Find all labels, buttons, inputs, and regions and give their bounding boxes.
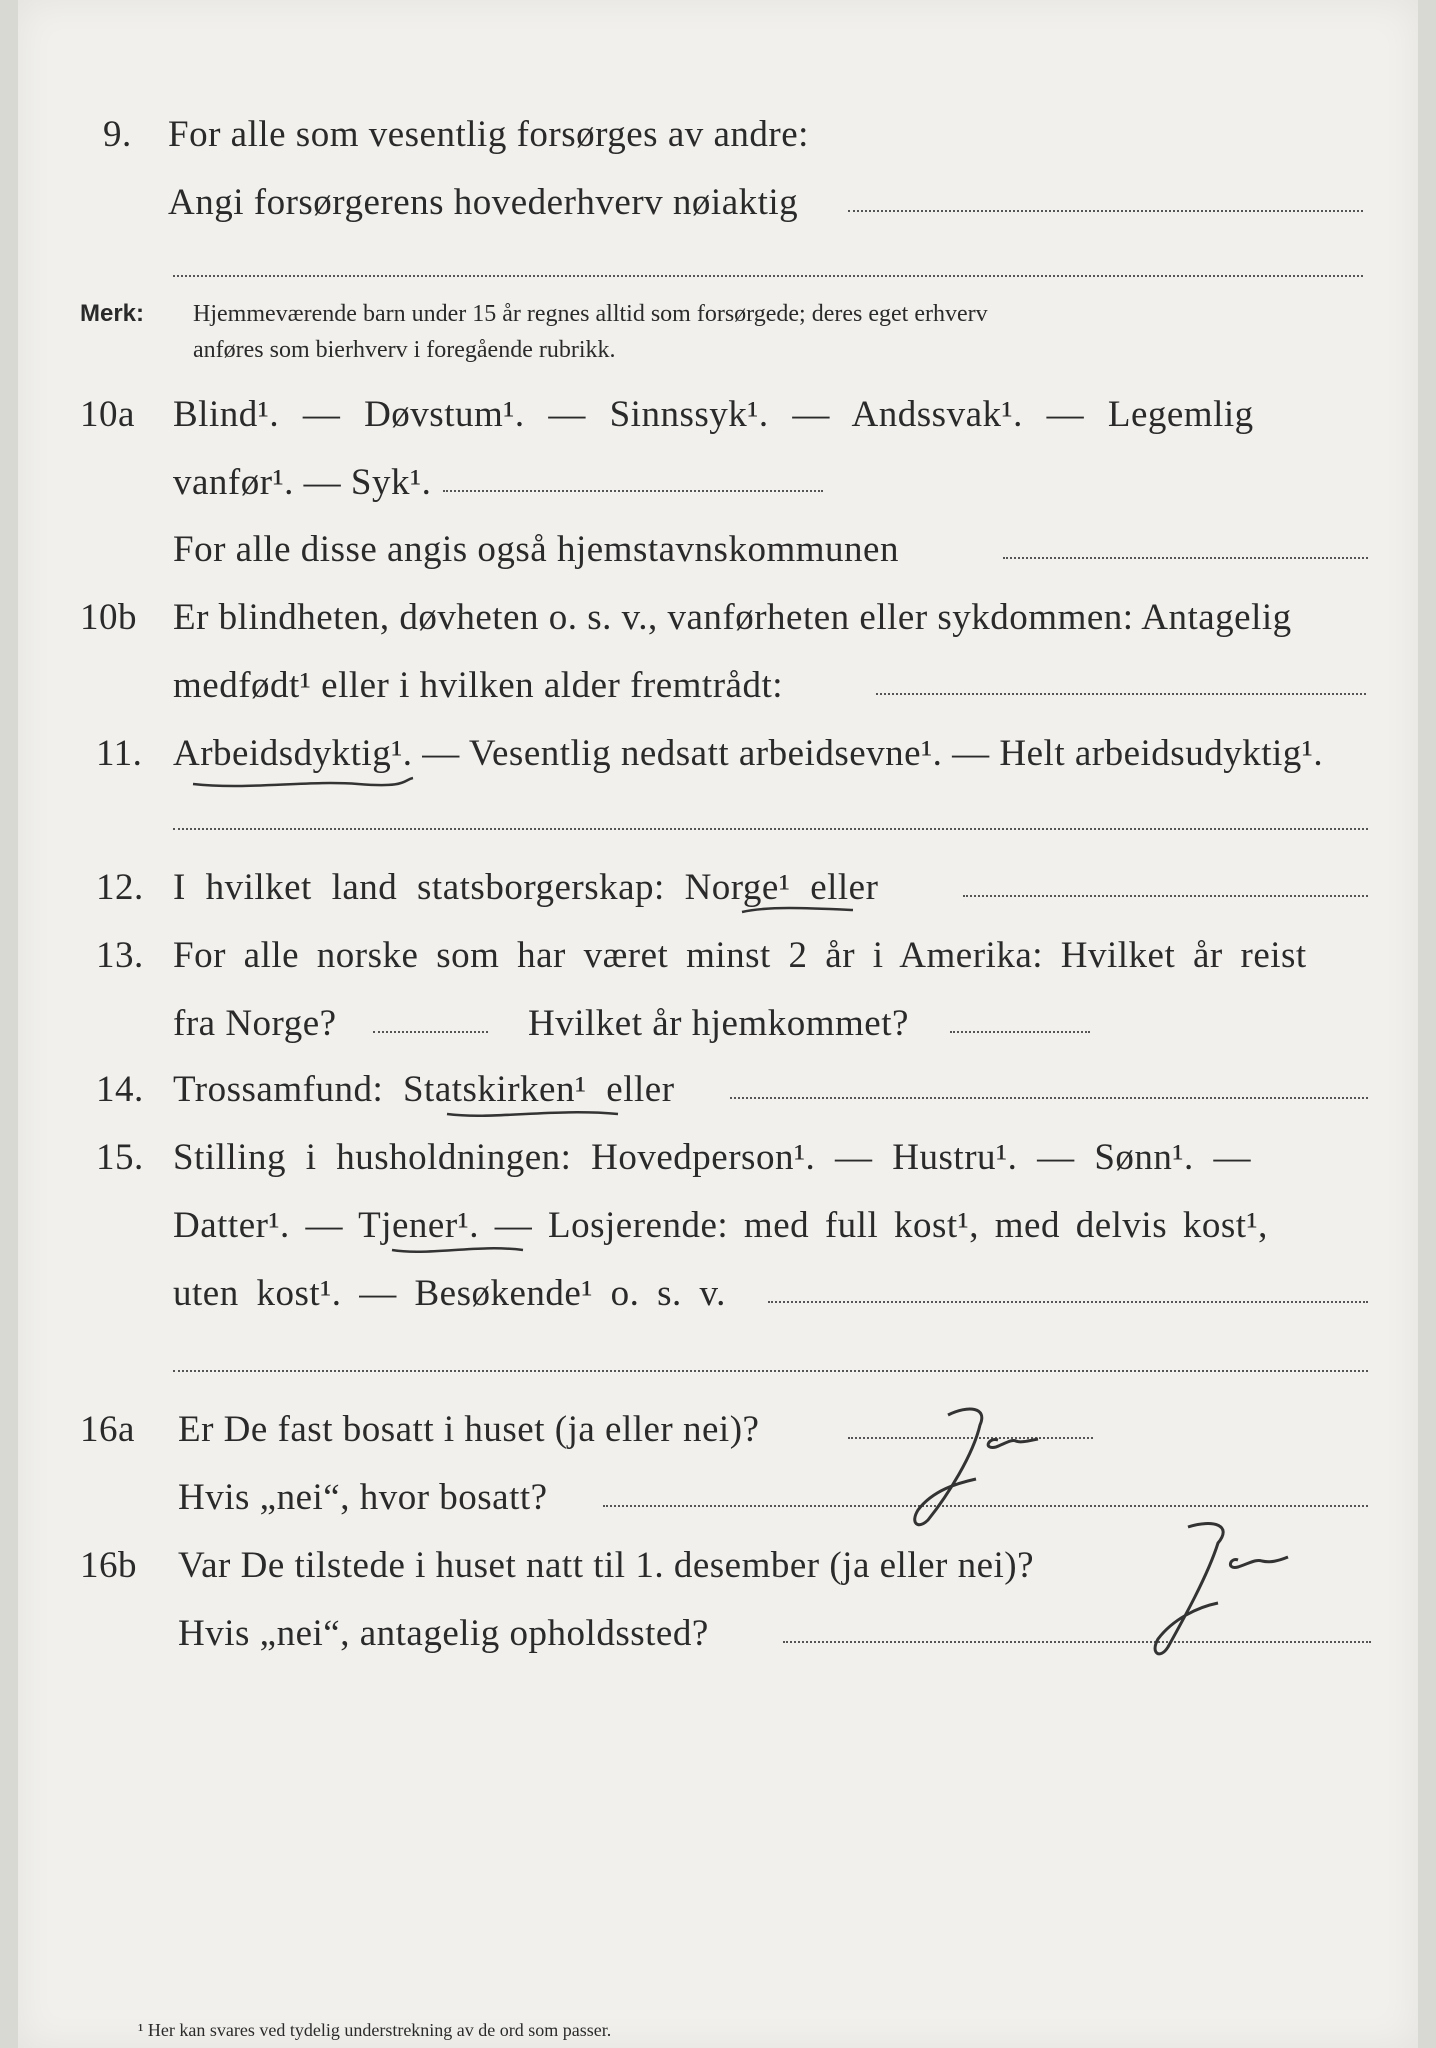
q11-handwritten-underline	[188, 770, 418, 800]
q14-number: 14.	[96, 1069, 144, 1110]
q10a-kommune-line[interactable]	[1003, 557, 1368, 559]
q15-line3: uten kost¹. — Besøkende¹ o. s. v.	[173, 1273, 726, 1314]
q9-line1: For alle som vesentlig forsørges av andre:	[168, 114, 809, 155]
q9-line2: Angi forsørgerens hovederhverv nøiaktig	[168, 182, 799, 223]
q10a-number: 10a	[80, 394, 135, 435]
q9-number: 9.	[103, 114, 132, 155]
q13-number: 13.	[96, 935, 144, 976]
merk-line2: anføres som bierhverv i foregående rubrikk.	[193, 337, 616, 363]
q13-hjemkommet-line[interactable]	[950, 1031, 1090, 1033]
q16a-line1: Er De fast bosatt i huset (ja eller nei)?	[178, 1409, 760, 1450]
q16b-line1: Var De tilstede i huset natt til 1. desember (ja eller nei)?	[178, 1545, 1035, 1586]
q16b-handwritten-answer	[1138, 1515, 1328, 1665]
q11-extra-line[interactable]	[173, 828, 1368, 830]
q15-line1: Stilling i husholdningen: Hovedperson¹. — Hustru¹. — Sønn¹. —	[173, 1137, 1252, 1178]
q16a-line2: Hvis „nei“, hvor bosatt?	[178, 1477, 548, 1518]
q13-line2b: Hvilket år hjemkommet?	[528, 1003, 909, 1044]
q15-line2: Datter¹. — Tjener¹. — Losjerende: med full kost¹, med delvis kost¹,	[173, 1205, 1268, 1246]
q13-reist-line[interactable]	[373, 1031, 488, 1033]
q15-answer-line[interactable]	[768, 1301, 1368, 1303]
merk-line1: Hjemmeværende barn under 15 år regnes alltid som forsørgede; deres eget erhverv	[193, 301, 988, 327]
footnote: ¹ Her kan svares ved tydelig understrekning av de ord som passer.	[138, 2020, 612, 2040]
q14-line1: Trossamfund: Statskirken¹ eller	[173, 1069, 675, 1110]
q12-answer-line[interactable]	[963, 895, 1368, 897]
q12-line1: I hvilket land statsborgerskap: Norge¹ eller	[173, 867, 879, 908]
q11-line1: Arbeidsdyktig¹. — Vesentlig nedsatt arbeidsevne¹. — Helt arbeidsudyktig¹.	[173, 733, 1324, 774]
q16a-number: 16a	[80, 1409, 135, 1450]
q9-extra-line[interactable]	[173, 275, 1363, 277]
q15-handwritten-underline	[388, 1238, 528, 1262]
q16a-handwritten-answer	[888, 1395, 1088, 1535]
q13-line2a: fra Norge?	[173, 1003, 337, 1044]
q10a-syk-line[interactable]	[443, 490, 823, 492]
q10a-line2: vanfør¹. — Syk¹.	[173, 462, 432, 503]
q10b-line2: medfødt¹ eller i hvilken alder fremtrådt:	[173, 665, 784, 706]
q9-answer-line[interactable]	[848, 210, 1363, 212]
q14-answer-line[interactable]	[730, 1097, 1368, 1099]
q14-handwritten-underline	[443, 1102, 623, 1126]
merk-label: Merk:	[80, 300, 145, 327]
q16b-number: 16b	[80, 1545, 137, 1586]
q12-number: 12.	[96, 867, 144, 908]
q11-number: 11.	[96, 733, 143, 774]
q10b-number: 10b	[80, 597, 137, 638]
q12-handwritten-underline	[738, 900, 858, 924]
q10a-line1: Blind¹. — Døvstum¹. — Sinnssyk¹. — Andssvak¹. — Legemlig	[173, 394, 1254, 435]
form-sheet	[18, 0, 1418, 2048]
q10b-line1: Er blindheten, døvheten o. s. v., vanførheten eller sykdommen: Antagelig	[173, 597, 1292, 638]
svg-text:Ja: Ja	[1008, 1445, 1009, 1446]
svg-text:Ja: Ja	[1258, 1565, 1259, 1566]
q16b-line2: Hvis „nei“, antagelig opholdssted?	[178, 1613, 709, 1654]
q10b-answer-line[interactable]	[876, 693, 1366, 695]
q15-number: 15.	[96, 1137, 144, 1178]
q13-line1: For alle norske som har været minst 2 år i Amerika: Hvilket år reist	[173, 935, 1307, 976]
q15-extra-line[interactable]	[173, 1370, 1368, 1372]
q10a-line3: For alle disse angis også hjemstavnskommunen	[173, 529, 899, 570]
